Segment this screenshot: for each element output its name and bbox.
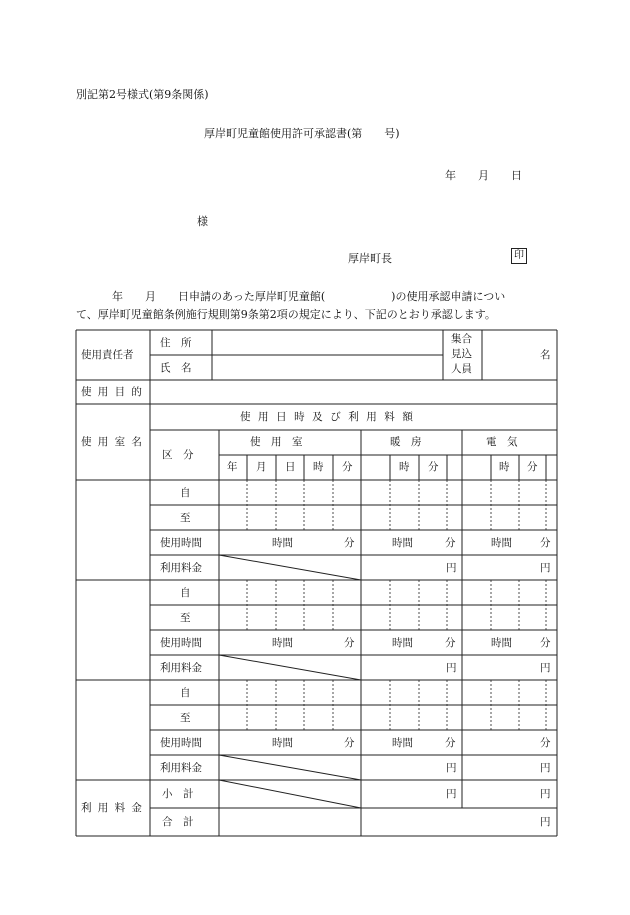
- room-minutes-unit: 分: [344, 537, 355, 549]
- unit-month: 月: [256, 461, 267, 473]
- purpose-label: 使用目的: [81, 386, 149, 398]
- to-label: 至: [180, 712, 191, 724]
- form-reference: 別記第2号様式(第9条関係): [76, 88, 209, 101]
- heating-minutes-unit: 分: [445, 737, 456, 749]
- electricity-fee-yen: 円: [540, 762, 551, 774]
- electricity-fee-yen: 円: [540, 662, 551, 674]
- diagonal-strike: [219, 755, 361, 780]
- heating-unit-minute: 分: [428, 461, 439, 473]
- unit-year: 年: [227, 461, 238, 473]
- fee-label: 利用料金: [160, 762, 202, 774]
- addressee-suffix: 様: [197, 215, 208, 228]
- grand-total-label: 合 計: [162, 816, 194, 828]
- electricity-minutes-unit: 分: [540, 737, 551, 749]
- heating-hours-unit: 時間: [392, 637, 413, 649]
- heating-fee-yen: 円: [446, 662, 457, 674]
- heating-minutes-unit: 分: [445, 537, 456, 549]
- total-fee-label: 利用料金: [81, 802, 149, 814]
- unit-hour: 時: [313, 461, 324, 473]
- diagonal-strike: [219, 655, 361, 680]
- subtotal-electricity-yen: 円: [540, 788, 551, 800]
- attendance-label-1: 集合: [451, 333, 472, 345]
- heating-hours-unit: 時間: [392, 537, 413, 549]
- category-label: 区 分: [162, 449, 194, 461]
- issuer-title: 厚岸町長: [348, 252, 392, 265]
- address-label: 住 所: [160, 337, 192, 349]
- electricity-column-header: 電 気: [486, 436, 518, 448]
- fee-label: 利用料金: [160, 562, 202, 574]
- seal-mark: 印: [511, 248, 527, 264]
- heating-fee-yen: 円: [446, 762, 457, 774]
- document-title: 厚岸町児童館使用許可承認書(第 号): [204, 127, 400, 140]
- attendance-unit: 名: [540, 349, 551, 361]
- subtotal-heating-yen: 円: [446, 788, 457, 800]
- datetime-fee-header: 使 用 日 時 及 び 利 用 料 額: [240, 411, 415, 423]
- room-hours-unit: 時間: [272, 537, 293, 549]
- from-label: 自: [180, 687, 191, 699]
- unit-minute: 分: [342, 461, 353, 473]
- heating-hours-unit: 時間: [392, 737, 413, 749]
- attendance-label-2: 見込: [451, 348, 472, 360]
- grand-total-yen: 円: [540, 816, 551, 828]
- room-hours-unit: 時間: [272, 737, 293, 749]
- from-label: 自: [180, 587, 191, 599]
- responsible-label: 使用責任者: [81, 349, 134, 361]
- diagonal-strike: [219, 780, 361, 808]
- electricity-unit-hour: 時: [499, 461, 510, 473]
- heating-unit-hour: 時: [399, 461, 410, 473]
- heating-column-header: 暖 房: [390, 436, 422, 448]
- body-text-line-2: て、厚岸町児童館条例施行規則第9条第2項の規定により、下記のとおり承認します。: [76, 308, 496, 321]
- heating-fee-yen: 円: [446, 562, 457, 574]
- use-time-label: 使用時間: [160, 637, 202, 649]
- electricity-minutes-unit: 分: [540, 537, 551, 549]
- use-time-label: 使用時間: [160, 537, 202, 549]
- heating-minutes-unit: 分: [445, 637, 456, 649]
- to-label: 至: [180, 512, 191, 524]
- from-label: 自: [180, 487, 191, 499]
- electricity-hours-unit: 時間: [491, 637, 512, 649]
- room-minutes-unit: 分: [344, 637, 355, 649]
- room-minutes-unit: 分: [344, 737, 355, 749]
- diagonal-strike: [219, 555, 361, 580]
- use-time-label: 使用時間: [160, 737, 202, 749]
- subtotal-label: 小 計: [162, 788, 194, 800]
- attendance-label-3: 人員: [451, 363, 472, 375]
- electricity-unit-minute: 分: [527, 461, 538, 473]
- issue-date: 年 月 日: [445, 169, 522, 182]
- room-label: 使用室名: [81, 436, 149, 448]
- room-hours-unit: 時間: [272, 637, 293, 649]
- electricity-fee-yen: 円: [540, 562, 551, 574]
- room-column-header: 使 用 室: [250, 436, 303, 448]
- to-label: 至: [180, 612, 191, 624]
- body-text-line-1: 年 月 日申請のあった厚岸町児童館( )の使用承認申請につい: [112, 290, 506, 303]
- electricity-minutes-unit: 分: [540, 637, 551, 649]
- fee-label: 利用料金: [160, 662, 202, 674]
- name-label: 氏 名: [160, 362, 192, 374]
- unit-day: 日: [285, 461, 296, 473]
- electricity-hours-unit: 時間: [491, 537, 512, 549]
